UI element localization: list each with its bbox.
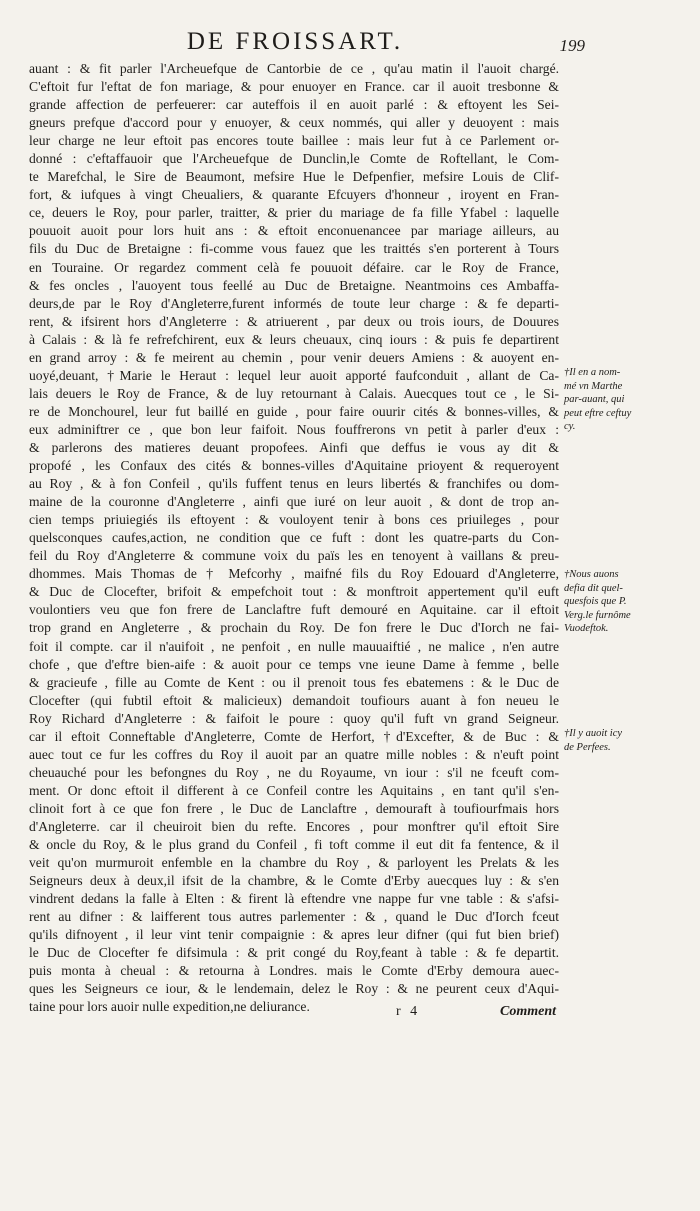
margin-note-line: de Perfees. bbox=[564, 741, 611, 753]
text-line: d'Angleterre. car il cheuiroit bien du refte. Encores , pour monftrer qu'il eftoit Sire bbox=[29, 818, 559, 834]
text-line: pouuoit auoit pour lors huit ans : & eftoit enconuenancee par mariage ailleurs, au bbox=[29, 223, 559, 239]
text-line: chofe , que d'eftre bien-aife : & auoit pour ce temps vne ieune Dame à femme , belle bbox=[29, 656, 559, 672]
margin-note-3 bbox=[564, 727, 686, 754]
text-line: en grand arroy : & fe meirent au chemin , pour venir deuers Amiens : & auoyent en- bbox=[29, 349, 559, 365]
text-line: auec tout ce fur les coffres du Roy il auoit par an quatre mille nobles : & n'euft point bbox=[29, 746, 559, 762]
signature-mark: r 4 bbox=[396, 1004, 421, 1019]
text-line: ques les Seigneurs ce iour, & le lendemain, delez le Roy : & ne peurent ceux d'Aqui- bbox=[29, 981, 559, 997]
text-line: grande affection de perfeuerer: car auteffois il en auoit parlé : & eftoyent les Sei- bbox=[29, 97, 559, 113]
text-line: car il eftoit Conneftable d'Angleterre, Comte de Herfort, †d'Excefter, & de Buc : & bbox=[29, 728, 559, 744]
margin-note-1 bbox=[564, 366, 686, 434]
text-line: taine pour lors auoir nulle expedition,ne deliurance. bbox=[29, 999, 310, 1015]
text-line: cheuauché pour les befongnes du Roy , ne du Royaume, vn iour : s'il ne fceuft com- bbox=[29, 764, 559, 780]
text-line: te Marefchal, le Sire de Beaumont, mefsire Hue le Defpenfier, mefsire Louis de Clif- bbox=[29, 169, 559, 185]
text-line: en Touraine. Or regardez comment celà fe pouuoit défaire. car le Roy de France, bbox=[29, 259, 559, 275]
text-line: re de Monchourel, leur fut baillé en guide , pour faire ouurir cités & bonnes-villes, & bbox=[29, 403, 559, 419]
running-head-title: DE FROISSART. bbox=[186, 28, 404, 55]
margin-note-line: peut eftre ceftuy bbox=[564, 407, 632, 419]
text-line: uoyé,deuant, †Marie le Heraut : lequel leur auoit apporté faufconduit , allant de Ca- bbox=[29, 367, 559, 383]
text-line: trop grand en Angleterre , & prochain du Roy. De fon frere le Duc d'Iorch ne fai- bbox=[29, 620, 559, 636]
page-number: 199 bbox=[559, 36, 585, 55]
catchword: Comment bbox=[499, 1004, 556, 1019]
text-line: voulontiers veu que fon frere de Lanclaftre fuft demouré en Aquitaine. car il eftoit bbox=[29, 602, 559, 618]
text-line: lais deuers le Roy de France, & de luy retournant à Calais. Auecques tout ce , le Si- bbox=[29, 385, 559, 401]
text-line: maine de la couronne d'Angleterre , ainfi que iuré on leur auoit , & dont de trop an- bbox=[29, 494, 559, 510]
text-line: vindrent dedans la falle à Elten : & firent là eftendre vne nappe fur vne table : & s'afsi- bbox=[29, 891, 559, 907]
text-line: C'eftoit fur l'eftat de fon mariage, & pour enuoyer en France. car il auoit tresbonne & bbox=[29, 79, 559, 95]
text-line: feil du Roy d'Angleterre & commune voix du païs les en tenoyent à vaillans & preu- bbox=[29, 548, 559, 564]
text-line: Seigneurs deux à deux,il ifsit de la chambre, & le Comte d'Erby auecques luy : & s'en bbox=[29, 873, 559, 889]
text-line: puis monta à cheual : & retourna à Londres. mais le Comte d'Erby demoura auec- bbox=[29, 963, 559, 979]
text-line: donné : c'eftaffauoir que l'Archeuefque de Dunclin,le Comte de Roftellant, le Com- bbox=[29, 151, 559, 167]
text-line: Roy Richard d'Angleterre : & faifoit le poure : quoy qu'il fuft vn grand Seigneur. bbox=[29, 710, 559, 726]
text-line: Clocefter (qui fubtil eftoit & malicieux) demandoit toufiours auant à fon neueu le bbox=[29, 692, 559, 708]
margin-note-line: quesfois que P. bbox=[564, 596, 627, 608]
text-line: deurs,de par le Roy d'Angleterre,furent informés de toute leur charge : & fe departi- bbox=[29, 295, 559, 311]
text-line: à Calais : & là fe refrefchirent, eux & leurs cheuaux, cinq iours : & puis fe departirent bbox=[29, 331, 559, 347]
text-line: le Duc de Clocefter fe difsimula : & prit congé du Roy,feant à table : & fe departit. bbox=[29, 945, 559, 961]
margin-note-line: Vuodeftok. bbox=[564, 623, 609, 635]
text-line: fils du Duc de Bretaigne : fi-comme vous fauez que les traittés s'en porterent à Tours bbox=[29, 241, 559, 257]
text-line: & oncle du Roy, & le plus grand du Confeil , fi toft comme il eut dit fa fentence, & il bbox=[29, 837, 559, 853]
text-line: foit il compte. car il n'auifoit , ne penfoit , en nulle mauuaiftié , ne malice , n'en autre bbox=[29, 638, 559, 654]
margin-note-line: defia dit quel- bbox=[564, 582, 623, 594]
text-line: propofé , les Confaux des cités & bonnes-villes d'Aquitaine prioyent & requeroyent bbox=[29, 458, 559, 474]
text-line: gneurs prefque d'accord pour y enuoyer, & ceux nommés, qui aller y deuoyent : mais bbox=[29, 115, 559, 131]
text-line: & parlerons des matieres deuant propofees. Ainfi que deffus ie vous ay dit & bbox=[29, 439, 559, 455]
margin-note-line: †Nous auons bbox=[564, 569, 619, 580]
text-line: qu'ils difnoyent , il leur vint tenir compaignie : & apres leur difner (qui fut bien brief) bbox=[29, 927, 559, 943]
text-line: clinoit fort à ce que fon frere , le Duc de Lanclaftre , demouraft à toufiourfmais hors bbox=[29, 800, 559, 816]
margin-note-2 bbox=[564, 568, 686, 636]
body-text bbox=[29, 60, 559, 1016]
text-line: leur charge ne leur eftoit pas encores toute baillee : mais leur fut à ce Parlement or- bbox=[29, 133, 559, 149]
text-line: quelsconques caufes,action, ne condition que ce fuft : dont les quatre-parts du Con- bbox=[29, 530, 559, 546]
text-line: dhommes. Mais Thomas de † Mefcorhy , maifné fils du Roy Edouard d'Angleterre, bbox=[29, 566, 559, 582]
text-line: veit qu'on murmuroit enfemble en la chambre du Roy , & parloyent les Prelats & les bbox=[29, 855, 559, 871]
margin-note-line: par-auant, qui bbox=[564, 394, 625, 406]
margin-note-line: mé vn Marthe bbox=[564, 380, 623, 392]
margin-note-line: Verg.le furnôme bbox=[564, 609, 631, 621]
margin-note-line: cy. bbox=[564, 421, 576, 433]
margin-note-line: †Il en a nom- bbox=[564, 367, 621, 378]
text-line: au Roy , & à fon Confeil , qu'ils fuffent tenus en leurs libertés & franchifes ou dom- bbox=[29, 476, 559, 492]
text-line: & Duc de Clocefter, brifoit & empefchoit tout : & monftroit appertement qu'il euft bbox=[29, 584, 559, 600]
margin-note-line: †Il y auoit icy bbox=[564, 728, 623, 739]
text-line: cien temps priuiegiés ils eftoyent : & vouloyent tenir à bons ces priuileges , pour bbox=[29, 512, 559, 528]
text-line: ment. Or donc eftoit il different à ce Confeil contre les Aquitains , en tant qu'il s'en- bbox=[29, 782, 559, 798]
text-line: rent, & ifsirent hors d'Angleterre : & atriuerent , par deux ou trois iours, de Douures bbox=[29, 313, 559, 329]
text-line: auant : & fit parler l'Archeuefque de Cantorbie de ce , qu'au matin il l'auoit chargé. bbox=[29, 61, 559, 76]
text-line: rent au difner : & laifferent tous autres parlementer : & , quand le Duc d'Iorch fceut bbox=[29, 909, 559, 925]
text-line: ce, deuers le Roy, pour parler, traitter, & prier du mariage de fa fille Yfabel : laquelle bbox=[29, 205, 559, 221]
text-line: & fes oncles , l'auoyent tous feellé au Duc de Bretaigne. Neantmoins ces Ambaffa- bbox=[29, 277, 559, 293]
text-line: & gracieufe , fille au Comte de Kent : ou il prenoit tous fes ebatemens : & le Duc de bbox=[29, 674, 559, 690]
text-line: eux adminiftrer ce , que bon leur faifoit. Nous fouffrerons vn petit à parler d'eux : bbox=[29, 421, 559, 437]
text-line: fort, & iufques à vingt Cheualiers, & quarante Efcuyers d'honneur , iroyent en Fran- bbox=[29, 187, 559, 203]
